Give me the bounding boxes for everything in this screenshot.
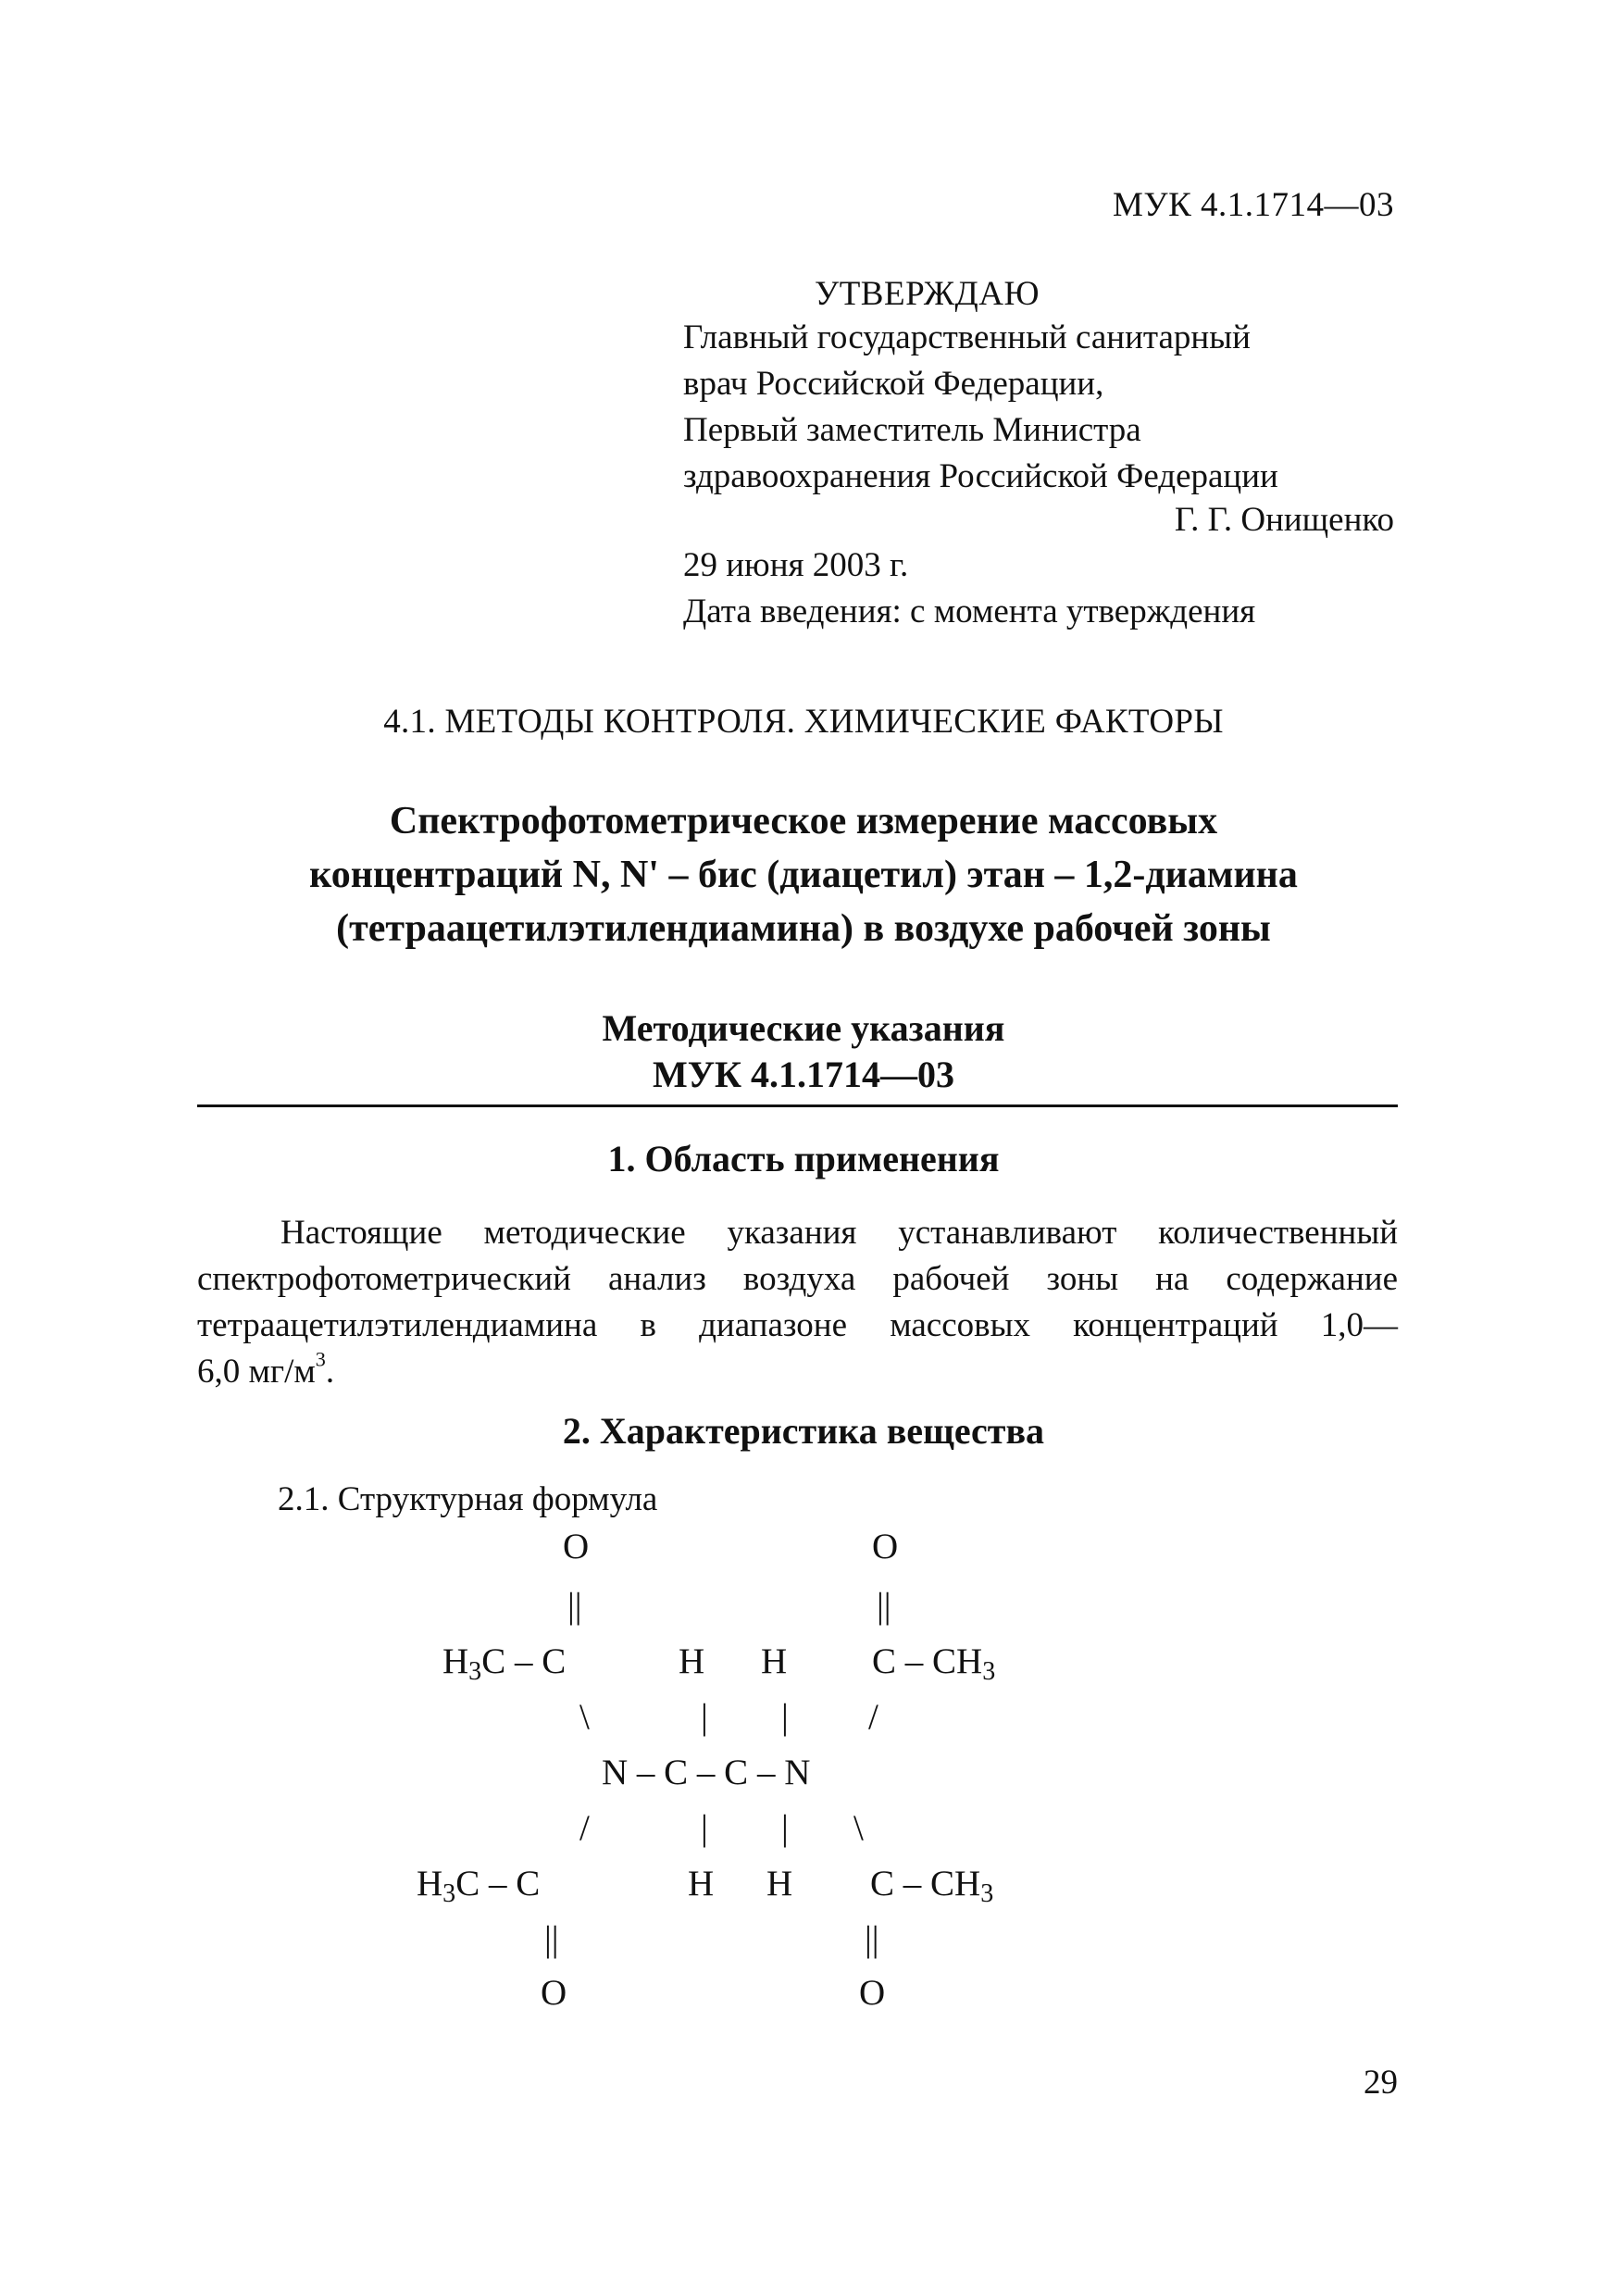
section-1-heading: 1. Область применения	[607, 1138, 1000, 1179]
single-bond: \	[853, 1808, 864, 1848]
double-bond: ||	[865, 1919, 879, 1959]
hydrogen-atom: H	[761, 1641, 788, 1681]
paragraph-line	[197, 1347, 335, 1391]
oxygen-atom: O	[541, 1973, 567, 2013]
document-type	[0, 1005, 1607, 1098]
series-heading: 4.1. МЕТОДЫ КОНТРОЛЯ. ХИМИЧЕСКИЕ ФАКТОРЫ	[383, 703, 1224, 741]
approval-line: Главный государственный санитарный	[683, 318, 1251, 356]
horizontal-rule	[197, 1104, 1398, 1107]
period: .	[325, 1353, 335, 1391]
effective-date: Дата введения: с момента утверждения	[683, 593, 1256, 630]
approval-title: УТВЕРЖДАЮ	[815, 275, 1040, 313]
concentration-unit: 6,0 мг/м	[197, 1353, 316, 1391]
acetyl-group-right: C – $CH_3$	[872, 1641, 996, 1687]
hydrogen-atom: H	[766, 1864, 793, 1903]
document-type-label: Методические указания	[602, 1007, 1005, 1049]
title-line: Спектрофотометрическое измерение массовых	[389, 800, 1218, 842]
title-line: (тетраацетилэтилендиамина) в воздухе рабочей зоны	[336, 907, 1271, 950]
hydrogen-atom: H	[688, 1864, 715, 1903]
oxygen-atom: O	[872, 1527, 899, 1566]
acetyl-group-right: C – $CH_3$	[870, 1864, 994, 1909]
approval-line: здравоохранения Российской Федерации	[683, 457, 1278, 495]
document-code: МУК 4.1.1714—03	[1112, 186, 1394, 224]
single-bond: |	[701, 1808, 708, 1848]
document-title	[0, 794, 1607, 955]
approval-line: Первый заместитель Министра	[683, 411, 1141, 449]
paragraph-line: тетраацетилэтилендиамина в диапазоне массовых концентраций 1,0—	[197, 1306, 1398, 1344]
single-bond: /	[579, 1808, 590, 1848]
approver-name: Г. Г. Онищенко	[1174, 501, 1394, 539]
formula-label: 2.1. Структурная формула	[278, 1480, 658, 1518]
single-bond: /	[868, 1697, 878, 1737]
double-bond: ||	[544, 1919, 559, 1959]
single-bond: |	[781, 1697, 789, 1737]
single-bond: |	[701, 1697, 708, 1737]
paragraph-line: Настоящие методические указания устанавливают количественный	[280, 1214, 1398, 1252]
acetyl-group-left: $H_3C$ – C	[417, 1864, 541, 1909]
oxygen-atom: O	[859, 1973, 886, 2013]
page-number: 29	[1364, 2064, 1398, 2102]
superscript: 3	[315, 1347, 326, 1371]
acetyl-group-left: $H_3C$ – C	[442, 1641, 567, 1687]
approval-date: 29 июня 2003 г.	[683, 546, 909, 584]
title-line: концентраций N, N' – бис (диацетил) этан – 1,2-диамина	[309, 854, 1298, 896]
single-bond: \	[579, 1697, 590, 1737]
backbone-chain: N – C – C – N	[602, 1753, 811, 1792]
approval-line: врач Российской Федерации,	[683, 365, 1104, 403]
double-bond: ||	[567, 1586, 582, 1626]
paragraph-line: спектрофотометрический анализ воздуха рабочей зоны на содержание	[197, 1260, 1398, 1298]
section-2-heading: 2. Характеристика вещества	[562, 1410, 1045, 1452]
document-type-code: МУК 4.1.1714—03	[652, 1054, 955, 1095]
single-bond: |	[781, 1808, 789, 1848]
hydrogen-atom: H	[679, 1641, 705, 1681]
double-bond: ||	[877, 1586, 891, 1626]
oxygen-atom: O	[563, 1527, 590, 1566]
